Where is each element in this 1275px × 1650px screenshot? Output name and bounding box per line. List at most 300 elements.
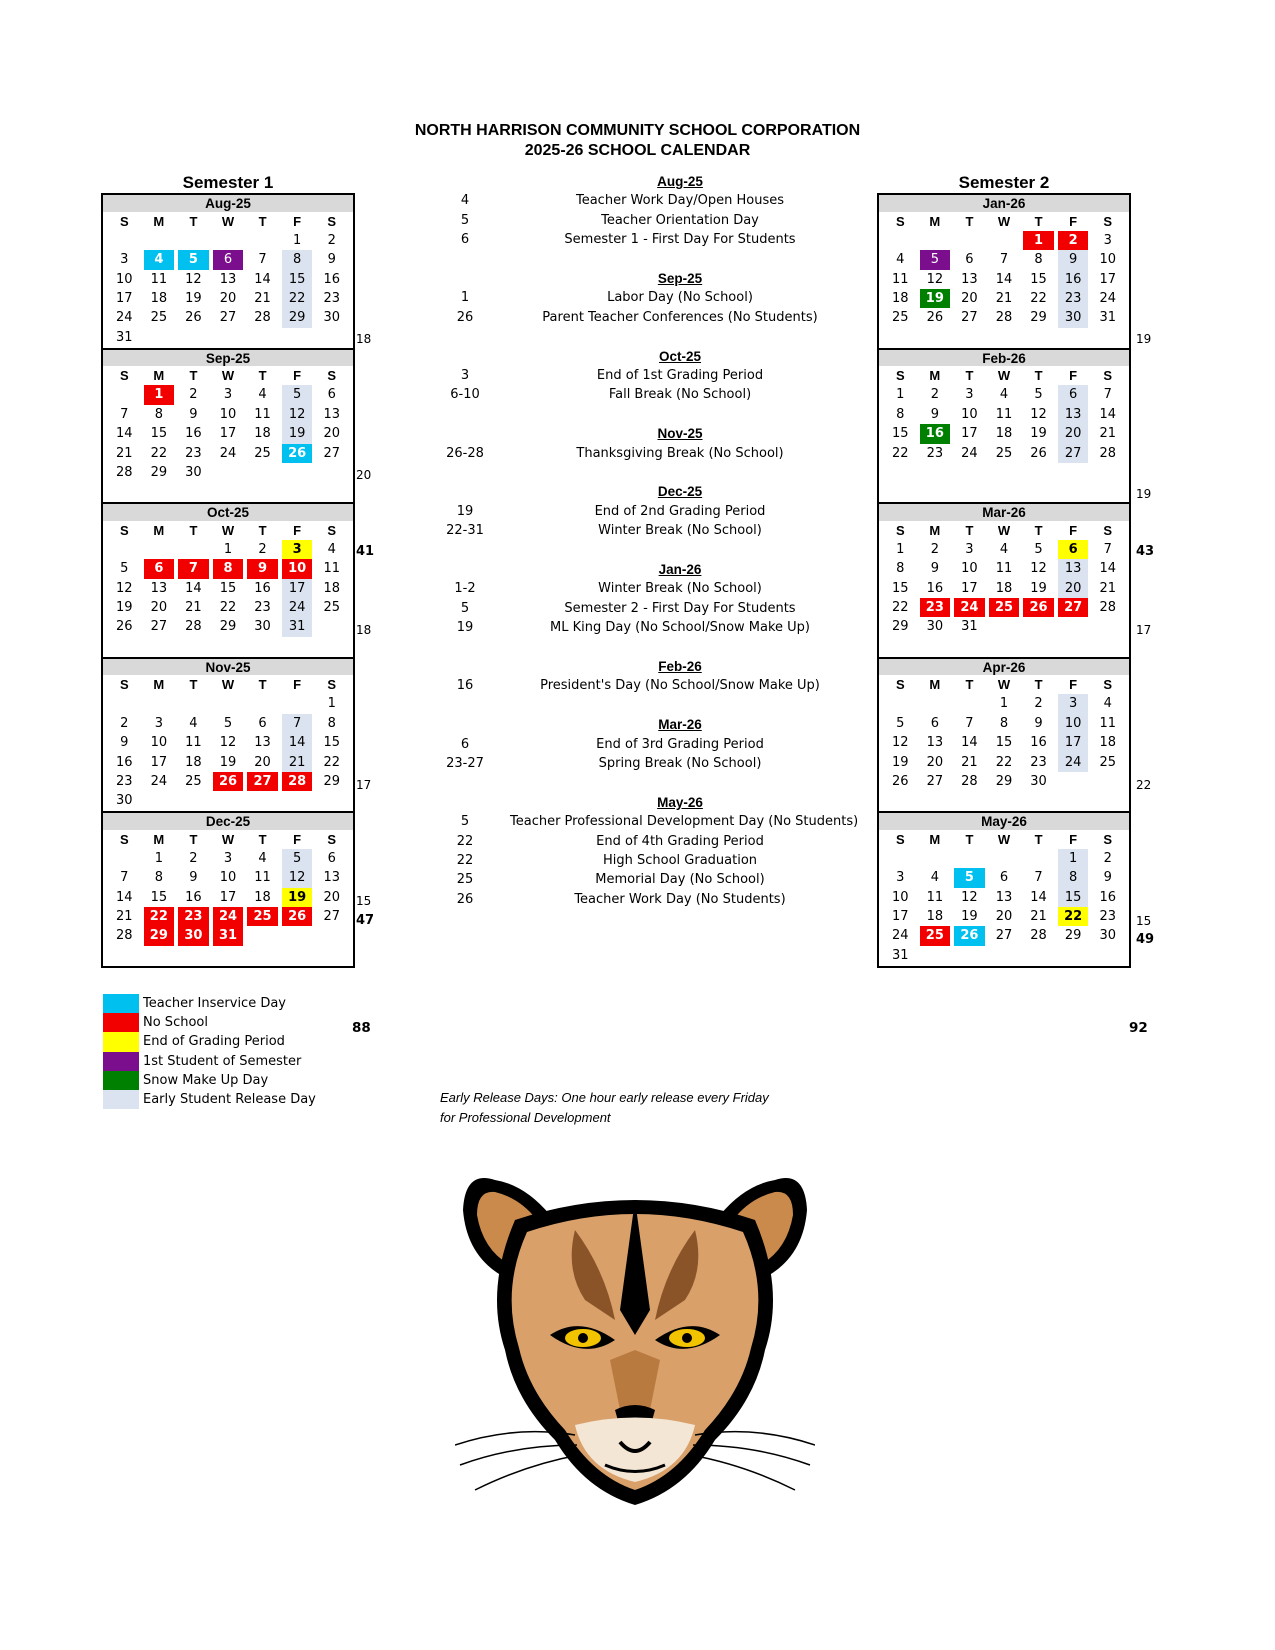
legend-label: 1st Student of Semester xyxy=(143,1053,302,1069)
day-of-week-label: F xyxy=(293,831,302,847)
day-of-week-label: W xyxy=(997,213,1011,229)
calendar-blank xyxy=(282,463,313,482)
calendar-day: 27 xyxy=(150,619,168,635)
event-month-label: Mar-26 xyxy=(658,717,702,733)
event-month-heading xyxy=(420,347,880,366)
calendar-day: 6 xyxy=(930,715,939,731)
calendar-day: 18 xyxy=(995,426,1013,442)
calendar-day: 7 xyxy=(120,406,129,422)
calendar-day: 3 xyxy=(223,387,233,403)
calendar-blank xyxy=(1092,772,1123,791)
calendar-day: 2 xyxy=(258,541,267,557)
month-day-count: 19 xyxy=(1136,487,1152,501)
day-of-week-label: S xyxy=(119,677,129,692)
calendar-day: 19 xyxy=(185,291,202,307)
legend-label: Early Student Release Day xyxy=(143,1091,316,1107)
event-row xyxy=(420,444,880,463)
calendar-day: 26 xyxy=(1030,445,1047,461)
legend-label: Snow Make Up Day xyxy=(143,1072,269,1088)
day-of-week-label: S xyxy=(1103,213,1113,229)
calendar-day: 12 xyxy=(1030,561,1047,577)
event-description: Semester 1 - First Day For Students xyxy=(564,232,796,248)
calendar-day: 1 xyxy=(896,387,905,403)
calendar-day: 4 xyxy=(896,252,905,268)
event-date: 19 xyxy=(456,503,474,519)
month-apr-26 xyxy=(879,657,1129,812)
calendar-day: 13 xyxy=(995,889,1013,905)
calendar-day: 7 xyxy=(1034,870,1043,886)
calendar-day: 8 xyxy=(999,715,1009,731)
day-of-week-label: M xyxy=(153,831,165,847)
calendar-day: 21 xyxy=(1099,580,1116,596)
calendar-day: 10 xyxy=(892,889,909,905)
calendar-day: 24 xyxy=(892,928,909,944)
calendar-day: 19 xyxy=(961,909,978,925)
calendar-day: 30 xyxy=(926,619,944,635)
event-description: Teacher Work Day (No Students) xyxy=(574,891,786,907)
calendar-day: 12 xyxy=(282,405,313,424)
day-of-week-label: W xyxy=(997,677,1011,692)
calendar-day: 31 xyxy=(1099,310,1116,326)
calendar-day: 15 xyxy=(892,580,909,596)
event-description: Labor Day (No School) xyxy=(607,290,753,306)
day-of-week-label: F xyxy=(293,677,302,692)
day-of-week-label: S xyxy=(119,831,129,847)
calendar-day: 15 xyxy=(995,735,1013,751)
event-row xyxy=(420,385,880,404)
event-date: 1 xyxy=(460,290,470,306)
calendar-day: 23 xyxy=(178,907,209,926)
calendar-day: 2 xyxy=(1103,850,1112,866)
calendar-day: 11 xyxy=(254,870,271,886)
calendar-day: 9 xyxy=(247,559,278,578)
calendar-day: 25 xyxy=(323,600,340,616)
calendar-blank xyxy=(178,791,209,810)
calendar-day: 26 xyxy=(213,772,244,791)
calendar-day: 23 xyxy=(1030,754,1047,770)
event-row xyxy=(420,890,880,909)
calendar-day: 7 xyxy=(1103,387,1112,403)
month-day-count: 15 xyxy=(356,894,372,909)
calendar-day: 12 xyxy=(282,868,313,887)
grading-period-day-count: 47 xyxy=(356,912,375,928)
calendar-day: 28 xyxy=(116,464,133,480)
event-row xyxy=(420,288,880,307)
day-of-week-label: T xyxy=(1034,677,1043,692)
calendar-blank xyxy=(989,617,1020,636)
calendar-day: 6 xyxy=(258,715,267,731)
calendar-day: 15 xyxy=(1030,271,1047,287)
event-month-label: Oct-25 xyxy=(658,348,702,364)
calendar-day: 11 xyxy=(254,406,271,422)
day-of-week-label: T xyxy=(1034,522,1043,538)
event-month-label: May-26 xyxy=(657,794,703,810)
event-date: 6-10 xyxy=(450,387,480,403)
calendar-day: 5 xyxy=(178,250,209,269)
calendar-day: 30 xyxy=(323,310,340,326)
day-of-week-label: T xyxy=(965,831,974,847)
day-of-week-label: S xyxy=(895,368,905,383)
month-header: Mar-26 xyxy=(879,502,1129,521)
month-header: May-26 xyxy=(879,811,1129,830)
calendar-blank xyxy=(247,463,278,482)
calendar-day: 13 xyxy=(1058,405,1089,424)
day-of-week-label: F xyxy=(293,213,302,229)
calendar-day: 18 xyxy=(1099,735,1116,751)
calendar-blank xyxy=(989,231,1020,250)
event-description: ML King Day (No School/Snow Make Up) xyxy=(550,620,810,636)
calendar-blank xyxy=(954,694,985,713)
calendar-day: 19 xyxy=(116,600,133,616)
event-row xyxy=(420,676,880,695)
calendar-blank xyxy=(109,694,140,713)
calendar-day: 20 xyxy=(323,889,340,905)
day-of-week-label: M xyxy=(153,677,165,692)
calendar-day: 19 xyxy=(1030,426,1047,442)
calendar-day: 22 xyxy=(995,754,1013,770)
calendar-day: 3 xyxy=(965,541,974,557)
calendar-day: 20 xyxy=(995,909,1013,925)
event-row xyxy=(420,308,880,327)
calendar-day: 20 xyxy=(150,600,168,616)
district-title: NORTH HARRISON COMMUNITY SCHOOL CORPORATION xyxy=(414,122,861,139)
calendar-day: 3 xyxy=(154,715,163,731)
day-of-week-label: T xyxy=(965,368,974,383)
month-nov-25 xyxy=(103,657,353,812)
calendar-day: 23 xyxy=(926,445,944,461)
day-of-week-label: S xyxy=(1103,368,1113,383)
event-month-heading xyxy=(420,657,880,676)
calendar-blank xyxy=(282,791,313,810)
calendar-day: 2 xyxy=(1058,231,1089,250)
calendar-blank xyxy=(247,694,278,713)
event-date: 26 xyxy=(456,891,474,907)
calendar-day: 14 xyxy=(1030,889,1047,905)
calendar-day: 10 xyxy=(1099,252,1116,268)
calendar-day: 6 xyxy=(144,559,175,578)
calendar-day: 17 xyxy=(892,909,909,925)
day-of-week-label: S xyxy=(327,368,337,383)
month-header: Feb-26 xyxy=(879,348,1129,367)
event-description: Parent Teacher Conferences (No Students) xyxy=(542,309,818,325)
month-header: Nov-25 xyxy=(103,657,353,676)
month-header: Jan-26 xyxy=(879,193,1129,212)
calendar-day: 16 xyxy=(920,424,951,443)
event-row xyxy=(420,211,880,230)
calendar-blank xyxy=(282,926,313,945)
calendar-blank xyxy=(144,791,175,810)
calendar-day: 19 xyxy=(920,289,951,308)
calendar-day: 4 xyxy=(327,541,336,557)
calendar-day: 17 xyxy=(219,889,237,905)
calendar-day: 25 xyxy=(150,310,168,326)
calendar-day: 16 xyxy=(185,889,202,905)
event-month-heading xyxy=(420,424,880,443)
calendar-day: 14 xyxy=(1099,406,1116,422)
calendar-blank xyxy=(316,617,347,636)
calendar-day: 5 xyxy=(1034,387,1043,403)
day-of-week-label: T xyxy=(965,213,974,229)
calendar-day: 24 xyxy=(1099,291,1116,307)
calendar-blank xyxy=(316,791,347,810)
calendar-day: 20 xyxy=(926,754,944,770)
calendar-day: 26 xyxy=(116,619,133,635)
calendar-day: 26 xyxy=(282,444,313,463)
day-of-week-label: S xyxy=(895,677,905,692)
calendar-day: 3 xyxy=(896,870,905,886)
calendar-day: 16 xyxy=(323,271,340,287)
calendar-day: 20 xyxy=(961,291,978,307)
calendar-day: 5 xyxy=(920,250,951,269)
calendar-blank xyxy=(885,694,916,713)
calendar-day: 31 xyxy=(213,926,244,945)
calendar-day: 11 xyxy=(995,406,1013,422)
event-month-label: Jan-26 xyxy=(658,562,702,577)
event-description: Spring Break (No School) xyxy=(598,756,762,771)
calendar-day: 9 xyxy=(327,252,336,268)
event-date: 22 xyxy=(456,853,474,868)
semester-2-total: 92 xyxy=(1129,1020,1148,1036)
day-of-week-label: T xyxy=(258,677,267,692)
event-date: 22-31 xyxy=(446,523,484,539)
calendar-day: 4 xyxy=(930,870,939,886)
calendar-day: 8 xyxy=(154,870,163,886)
month-feb-26 xyxy=(879,348,1129,503)
calendar-day: 12 xyxy=(1030,406,1047,422)
calendar-blank xyxy=(213,463,244,482)
calendar-day: 21 xyxy=(116,909,133,925)
calendar-day: 5 xyxy=(1034,541,1043,557)
calendar-day: 24 xyxy=(219,445,237,461)
calendar-blank xyxy=(1023,617,1054,636)
calendar-day: 14 xyxy=(282,733,313,752)
calendar-blank xyxy=(213,231,244,250)
calendar-day: 6 xyxy=(1058,385,1089,404)
calendar-day: 19 xyxy=(282,888,313,907)
calendar-blank xyxy=(920,849,951,868)
day-of-week-label: M xyxy=(153,522,165,538)
day-of-week-label: T xyxy=(189,677,198,692)
calendar-day: 20 xyxy=(1058,424,1089,443)
event-date: 26 xyxy=(456,309,474,325)
calendar-blank xyxy=(920,231,951,250)
calendar-blank xyxy=(1023,946,1054,965)
day-of-week-label: F xyxy=(1069,368,1078,383)
calendar-day: 11 xyxy=(892,271,909,287)
calendar-day: 11 xyxy=(926,889,944,905)
calendar-day: 28 xyxy=(961,773,978,789)
semester-2-calendar xyxy=(877,193,1131,968)
calendar-day: 22 xyxy=(892,445,909,461)
calendar-day: 20 xyxy=(323,426,340,442)
calendar-day: 18 xyxy=(185,754,202,770)
calendar-day: 3 xyxy=(965,387,974,403)
calendar-day: 23 xyxy=(920,598,951,617)
day-of-week-label: T xyxy=(189,831,198,847)
calendar-day: 29 xyxy=(219,619,237,635)
calendar-blank xyxy=(144,540,175,559)
calendar-day: 15 xyxy=(1058,888,1089,907)
calendar-day: 30 xyxy=(254,619,271,635)
event-row xyxy=(420,735,880,754)
calendar-day: 9 xyxy=(930,406,939,422)
calendar-day: 31 xyxy=(961,619,978,635)
calendar-day: 15 xyxy=(892,426,909,442)
day-of-week-label: S xyxy=(327,677,337,692)
calendar-day: 5 xyxy=(282,849,313,868)
calendar-day: 28 xyxy=(1099,600,1116,616)
day-of-week-label: W xyxy=(221,522,235,538)
calendar-day: 25 xyxy=(995,445,1013,461)
calendar-day: 14 xyxy=(116,426,133,442)
calendar-day: 19 xyxy=(282,424,313,443)
day-of-week-label: M xyxy=(153,368,165,383)
calendar-day: 22 xyxy=(1030,291,1047,307)
calendar-day: 28 xyxy=(254,310,271,326)
calendar-day: 14 xyxy=(1099,561,1116,577)
calendar-blank xyxy=(144,328,175,347)
calendar-day: 7 xyxy=(1103,541,1112,557)
calendar-day: 8 xyxy=(154,406,163,422)
calendar-day: 14 xyxy=(961,735,978,751)
calendar-day: 9 xyxy=(189,406,198,422)
calendar-day: 17 xyxy=(282,579,313,598)
legend-swatch xyxy=(103,1090,139,1109)
calendar-day: 6 xyxy=(327,387,336,403)
calendar-day: 21 xyxy=(995,291,1013,307)
calendar-blank xyxy=(954,946,985,965)
calendar-day: 18 xyxy=(323,580,340,596)
calendar-day: 27 xyxy=(961,310,978,326)
calendar-day: 12 xyxy=(116,580,133,596)
calendar-day: 31 xyxy=(892,947,909,963)
calendar-day: 29 xyxy=(1064,928,1082,944)
calendar-day: 17 xyxy=(219,426,237,442)
calendar-day: 6 xyxy=(213,250,244,269)
calendar-day: 28 xyxy=(185,619,202,635)
event-row xyxy=(420,599,880,618)
calendar-day: 22 xyxy=(282,289,313,308)
calendar-day: 25 xyxy=(1099,754,1116,770)
calendar-blank xyxy=(247,926,278,945)
calendar-day: 27 xyxy=(1058,444,1089,463)
calendar-day: 13 xyxy=(1058,559,1089,578)
calendar-day: 10 xyxy=(219,870,237,886)
calendar-day: 30 xyxy=(116,793,133,809)
calendar-day: 10 xyxy=(219,406,237,422)
month-oct-25 xyxy=(103,502,353,657)
calendar-day: 28 xyxy=(1099,445,1116,461)
calendar-day: 4 xyxy=(189,715,198,731)
event-month-label: Sep-25 xyxy=(657,271,703,286)
event-date: 1-2 xyxy=(454,581,476,597)
calendar-day: 25 xyxy=(989,598,1020,617)
semester-1-calendar xyxy=(101,193,355,968)
event-month-label: Aug-25 xyxy=(657,174,703,189)
calendar-day: 21 xyxy=(1030,909,1047,925)
calendar-day: 3 xyxy=(1103,232,1112,248)
calendar-day: 22 xyxy=(150,445,168,461)
day-of-week-label: T xyxy=(1034,213,1043,229)
calendar-day: 5 xyxy=(954,868,985,887)
calendar-day: 5 xyxy=(120,561,129,577)
calendar-day: 14 xyxy=(254,271,271,287)
calendar-blank xyxy=(954,849,985,868)
calendar-day: 2 xyxy=(930,387,939,403)
calendar-day: 23 xyxy=(116,773,133,789)
calendar-day: 14 xyxy=(995,271,1013,287)
calendar-day: 14 xyxy=(116,889,133,905)
day-of-week-label: W xyxy=(221,831,235,847)
event-month-heading xyxy=(420,715,880,734)
calendar-day: 18 xyxy=(254,889,271,905)
day-of-week-label: M xyxy=(929,831,941,847)
calendar-day: 1 xyxy=(1058,849,1089,868)
calendar-day: 10 xyxy=(961,561,978,577)
calendar-day: 24 xyxy=(150,773,168,789)
calendar-blank xyxy=(247,328,278,347)
month-dec-25 xyxy=(103,811,353,966)
day-of-week-label: T xyxy=(258,522,267,538)
event-row xyxy=(420,230,880,249)
calendar-blank xyxy=(247,791,278,810)
grading-period-day-count: 43 xyxy=(1136,544,1155,560)
calendar-day: 13 xyxy=(219,271,237,287)
day-of-week-label: S xyxy=(119,213,129,229)
calendar-day: 29 xyxy=(150,464,168,480)
calendar-day: 16 xyxy=(185,426,202,442)
calendar-day: 3 xyxy=(120,252,129,268)
calendar-day: 11 xyxy=(185,735,202,751)
calendar-blank xyxy=(282,328,313,347)
calendar-day: 1 xyxy=(154,850,163,866)
calendar-day: 8 xyxy=(1034,252,1043,268)
event-date: 6 xyxy=(460,232,470,248)
calendar-day: 7 xyxy=(965,715,974,731)
calendar-blank xyxy=(1058,772,1089,791)
semester-1-heading: Semester 1 xyxy=(182,173,274,192)
calendar-day: 10 xyxy=(282,559,313,578)
calendar-day: 26 xyxy=(185,310,202,326)
calendar-day: 26 xyxy=(1023,598,1054,617)
event-row xyxy=(420,579,880,598)
calendar-day: 14 xyxy=(185,580,202,596)
day-of-week-label: S xyxy=(1103,677,1113,692)
calendar-day: 24 xyxy=(954,598,985,617)
calendar-day: 28 xyxy=(282,772,313,791)
calendar-day: 25 xyxy=(254,445,271,461)
calendar-day: 9 xyxy=(930,561,939,577)
calendar-day: 2 xyxy=(189,387,198,403)
calendar-day: 16 xyxy=(1099,889,1116,905)
calendar-day: 5 xyxy=(282,385,313,404)
calendar-day: 16 xyxy=(116,754,133,770)
calendar-day: 24 xyxy=(116,310,133,326)
event-description: Fall Break (No School) xyxy=(608,387,752,403)
calendar-day: 11 xyxy=(1099,715,1116,731)
calendar-day: 16 xyxy=(1058,270,1089,289)
day-of-week-label: S xyxy=(1103,522,1113,538)
calendar-day: 13 xyxy=(323,406,340,422)
calendar-blank xyxy=(316,463,347,482)
calendar-day: 13 xyxy=(150,580,168,596)
month-day-count: 17 xyxy=(356,778,372,792)
calendar-day: 8 xyxy=(896,561,905,577)
calendar-title: 2025-26 SCHOOL CALENDAR xyxy=(524,142,751,159)
day-of-week-label: S xyxy=(327,522,337,538)
calendar-blank xyxy=(178,540,209,559)
calendar-blank xyxy=(144,694,175,713)
